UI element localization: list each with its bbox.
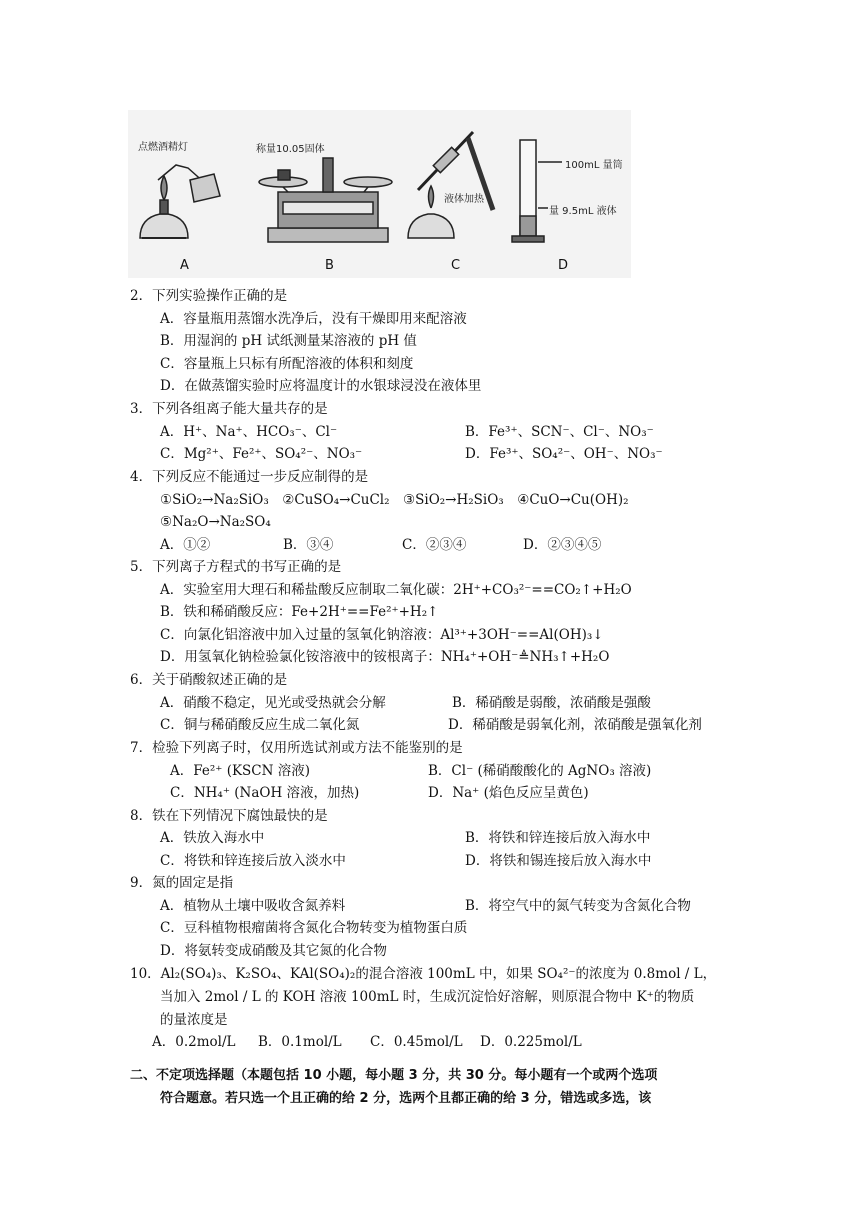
q10-option-d: D．0.225mol/L bbox=[480, 1034, 582, 1050]
alcohol-lamp-a bbox=[140, 165, 220, 238]
q7-option-c: C．NH₄⁺ (NaOH 溶液，加热) bbox=[170, 785, 360, 801]
q6-option-c: C．铜与稀硝酸反应生成二氧化氮 bbox=[160, 717, 360, 733]
q2-option-b: B．用湿润的 pH 试纸测量某溶液的 pH 值 bbox=[160, 333, 417, 349]
q9-option-a: A．植物从土壤中吸收含氮养料 bbox=[160, 898, 346, 914]
q8-option-c: C．将铁和锌连接后放入淡水中 bbox=[160, 853, 346, 869]
q3-stem: 3．下列各组离子能大量共存的是 bbox=[130, 401, 328, 417]
section2-heading-line1: 二、不定项选择题（本题包括 10 小题，每小题 3 分，共 30 分。每小题有一个或两个选项 bbox=[130, 1068, 658, 1083]
q3-option-a: A．H⁺、Na⁺、HCO₃⁻、Cl⁻ bbox=[160, 424, 338, 440]
q6-option-d: D．稀硝酸是弱氧化剂，浓硝酸是强氧化剂 bbox=[448, 717, 702, 733]
q10-stem-line2: 当加入 2mol / L 的 KOH 溶液 100mL 时，生成沉淀恰好溶解，则原混合物中 K⁺的物质 bbox=[160, 989, 695, 1005]
q9-option-d: D．将氨转变成硝酸及其它氮的化合物 bbox=[160, 943, 387, 959]
caption-d1: 100mL 量筒 bbox=[565, 160, 623, 171]
lab-apparatus-figure bbox=[128, 110, 631, 278]
q10-option-a: A．0.2mol/L bbox=[152, 1034, 236, 1050]
test-tube-heating-c bbox=[408, 132, 493, 238]
caption-a: 点燃酒精灯 bbox=[138, 142, 188, 153]
q5-option-c: C．向氯化铝溶液中加入过量的氢氧化钠溶液：Al³⁺+3OH⁻==Al(OH)₃↓ bbox=[160, 627, 604, 643]
figure-label-d: D bbox=[558, 258, 569, 273]
q9-option-c: C．豆科植物根瘤菌将含氮化合物转变为植物蛋白质 bbox=[160, 920, 468, 936]
q10-option-b: B．0.1mol/L bbox=[258, 1034, 342, 1050]
figure-label-a: A bbox=[180, 258, 189, 273]
q9-option-b: B．将空气中的氮气转变为含氮化合物 bbox=[465, 898, 691, 914]
caption-d2: 量 9.5mL 液体 bbox=[549, 206, 617, 217]
q8-option-d: D．将铁和锡连接后放入海水中 bbox=[465, 853, 652, 869]
q8-stem: 8．铁在下列情况下腐蚀最快的是 bbox=[130, 808, 328, 824]
q2-option-d: D．在做蒸馏实验时应将温度计的水银球浸没在液体里 bbox=[160, 378, 482, 394]
q10-option-c: C．0.45mol/L bbox=[370, 1034, 463, 1050]
q5-option-b: B．铁和稀硝酸反应：Fe+2H⁺==Fe²⁺+H₂↑ bbox=[160, 604, 439, 620]
q5-stem: 5．下列离子方程式的书写正确的是 bbox=[130, 559, 342, 575]
q7-option-a: A．Fe²⁺ (KSCN 溶液) bbox=[170, 763, 310, 779]
q2-option-a: A．容量瓶用蒸馏水洗净后，没有干燥即用来配溶液 bbox=[160, 311, 467, 327]
q3-option-d: D．Fe³⁺、SO₄²⁻、OH⁻、NO₃⁻ bbox=[465, 446, 663, 462]
q4-option-d: D．②③④⑤ bbox=[523, 537, 602, 553]
q4-option-b: B．③④ bbox=[283, 537, 334, 553]
q8-option-a: A．铁放入海水中 bbox=[160, 830, 265, 846]
q2-option-c: C．容量瓶上只标有所配溶液的体积和刻度 bbox=[160, 356, 414, 372]
q5-option-d: D．用氢氧化钠检验氯化铵溶液中的铵根离子：NH₄⁺+OH⁻≜NH₃↑+H₂O bbox=[160, 649, 610, 665]
q8-option-b: B．将铁和锌连接后放入海水中 bbox=[465, 830, 651, 846]
graduated-cylinder-d bbox=[512, 140, 562, 242]
q4-reactions-line2: ⑤Na₂O→Na₂SO₄ bbox=[160, 514, 271, 530]
apparatus-drawing bbox=[128, 110, 631, 278]
q2-stem: 2．下列实验操作正确的是 bbox=[130, 288, 288, 304]
q6-option-b: B．稀硝酸是弱酸，浓硝酸是强酸 bbox=[452, 695, 651, 711]
figure-label-b: B bbox=[325, 258, 334, 273]
caption-b: 称量10.05固体 bbox=[256, 144, 325, 155]
q10-stem-line3: 的量浓度是 bbox=[160, 1012, 228, 1028]
q5-option-a: A．实验室用大理石和稀盐酸反应制取二氧化碳：2H⁺+CO₃²⁻==CO₂↑+H₂O bbox=[160, 582, 632, 598]
q10-stem-line1: 10．Al₂(SO₄)₃、K₂SO₄、KAl(SO₄)₂的混合溶液 100mL 中，如果 SO₄²⁻的浓度为 0.8mol / L， bbox=[130, 966, 717, 982]
q6-option-a: A．硝酸不稳定，见光或受热就会分解 bbox=[160, 695, 386, 711]
q3-option-c: C．Mg²⁺、Fe²⁺、SO₄²⁻、NO₃⁻ bbox=[160, 446, 363, 462]
q3-option-b: B．Fe³⁺、SCN⁻、Cl⁻、NO₃⁻ bbox=[465, 424, 654, 440]
figure-label-c: C bbox=[451, 258, 461, 273]
q4-stem: 4．下列反应不能通过一步反应制得的是 bbox=[130, 469, 369, 485]
balance-b bbox=[259, 158, 392, 242]
q4-option-a: A．①② bbox=[160, 537, 211, 553]
q9-stem: 9．氮的固定是指 bbox=[130, 875, 234, 891]
q7-stem: 7．检验下列离子时，仅用所选试剂或方法不能鉴别的是 bbox=[130, 740, 463, 756]
caption-c: 液体加热 bbox=[444, 194, 484, 205]
q7-option-d: D．Na⁺ (焰色反应呈黄色) bbox=[428, 785, 589, 801]
q4-option-c: C．②③④ bbox=[402, 537, 467, 553]
q6-stem: 6．关于硝酸叙述正确的是 bbox=[130, 672, 288, 688]
section2-heading-line2: 符合题意。若只选一个且正确的给 2 分，选两个且都正确的给 3 分，错选或多选，该 bbox=[160, 1091, 652, 1106]
q7-option-b: B．Cl⁻ (稀硝酸酸化的 AgNO₃ 溶液) bbox=[428, 763, 652, 779]
q4-reactions-line1: ①SiO₂→Na₂SiO₃ ②CuSO₄→CuCl₂ ③SiO₂→H₂SiO₃ ④CuO→Cu(OH)₂ bbox=[160, 492, 629, 508]
